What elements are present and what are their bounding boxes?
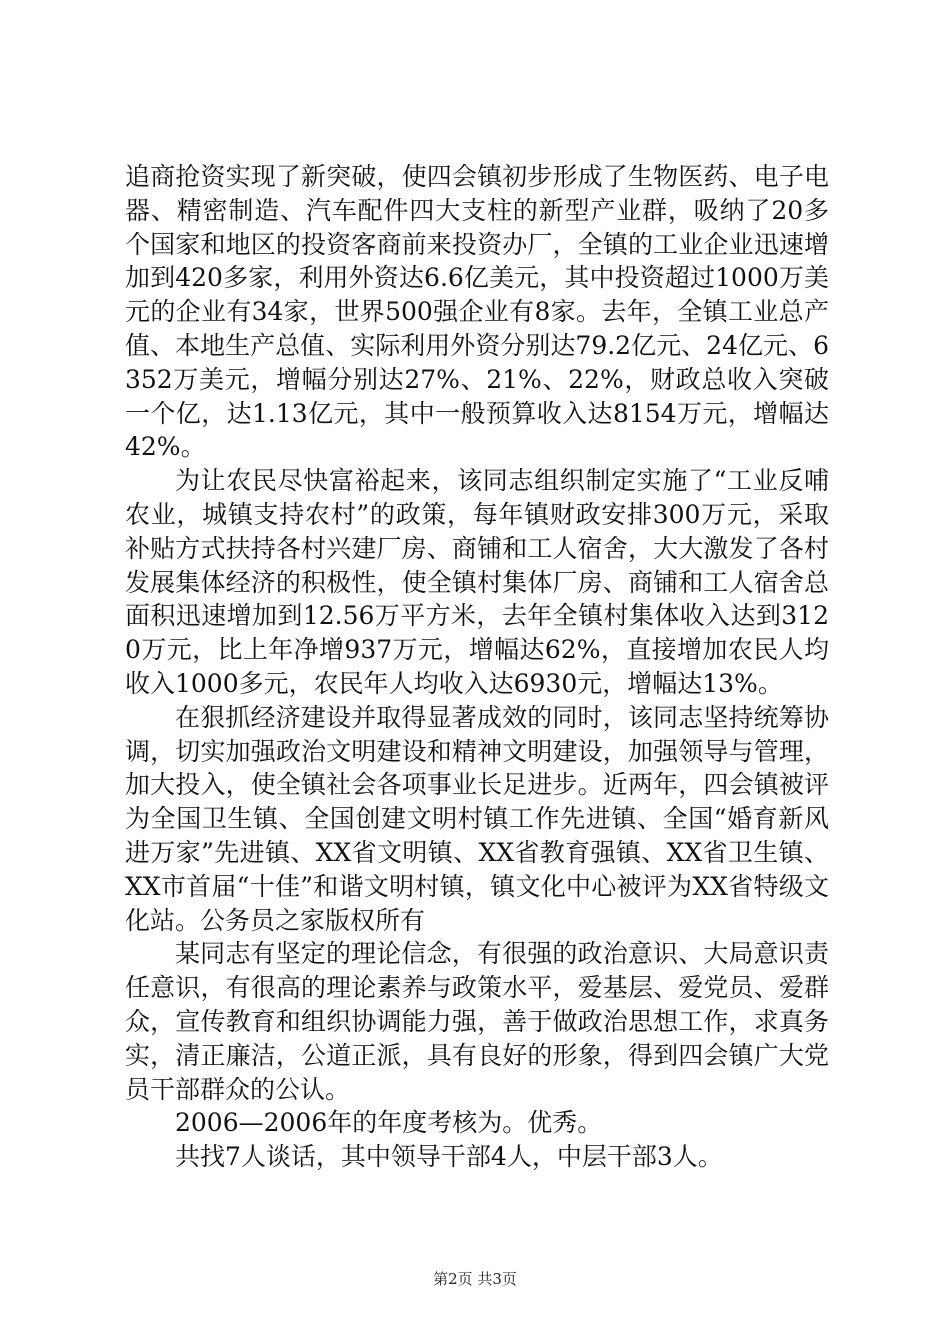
paragraph-investment: 追商抢资实现了新突破，使四会镇初步形成了生物医药、电子电器、精密制造、汽车配件四大支柱的新型产业群，吸纳了20多个国家和地区的投资客商前来投资办厂，全镇的工业企业迅速增加到420多家，利用外资达6.6亿美元，其中投资超过1000万美元的企业有34家，世界500强企业有8家。去年，全镇工业总产值、本地生产总值、实际利用外资分别达79.2亿元、24亿元、6352万美元，增幅分别达27%、21%、22%，财政总收入突破一个亿，达1.13亿元，其中一般预算收入达8154万元，增幅达42%。: [125, 162, 829, 462]
paragraph-farmers-income: 为让农民尽快富裕起来，该同志组织制定实施了“工业反哺农业，城镇支持农村”的政策，每年镇财政安排300万元，采取补贴方式扶持各村兴建厂房、商铺和工人宿舍，大大激发了各村发展集体经济的积极性，使全镇村集体厂房、商铺和工人宿舍总面积迅速增加到12.56万平方米，去年全镇村集体收入达到3120万元，比上年净增937万元，增幅达62%，直接增加农民人均收入1000多元，农民年人均收入达6930元，增幅达13%。: [125, 466, 829, 698]
paragraph-civilization-building: 在狠抓经济建设并取得显著成效的同时，该同志坚持统筹协调，切实加强政治文明建设和精神文明建设，加强领导与管理，加大投入，使全镇社会各项事业长足进步。近两年，四会镇被评为全国卫生镇、全国创建文明村镇工作先进镇、全国“婚育新风进万家”先进镇、XX省文明镇、XX省教育强镇、XX省卫生镇、XX市首届“十佳”和谐文明村镇，镇文化中心被评为XX省特级文化站。公务员之家版权所有: [125, 702, 829, 935]
document-body: [125, 160, 829, 1174]
paragraph-interviews: 共找7人谈话，其中领导干部4人，中层干部3人。: [175, 1142, 723, 1172]
paragraph-annual-assessment: 2006—2006年的年度考核为。优秀。: [175, 1108, 603, 1138]
paragraph-personal-evaluation: 某同志有坚定的理论信念，有很强的政治意识、大局意识责任意识，有很高的理论素养与政策水平，爱基层、爱党员、爱群众，宣传教育和组织协调能力强，善于做政治思想工作，求真务实，清正廉洁，公道正派，具有良好的形象，得到四会镇广大党员干部群众的公认。: [125, 939, 829, 1104]
page-number-footer: 第2页 共3页: [433, 1270, 517, 1288]
